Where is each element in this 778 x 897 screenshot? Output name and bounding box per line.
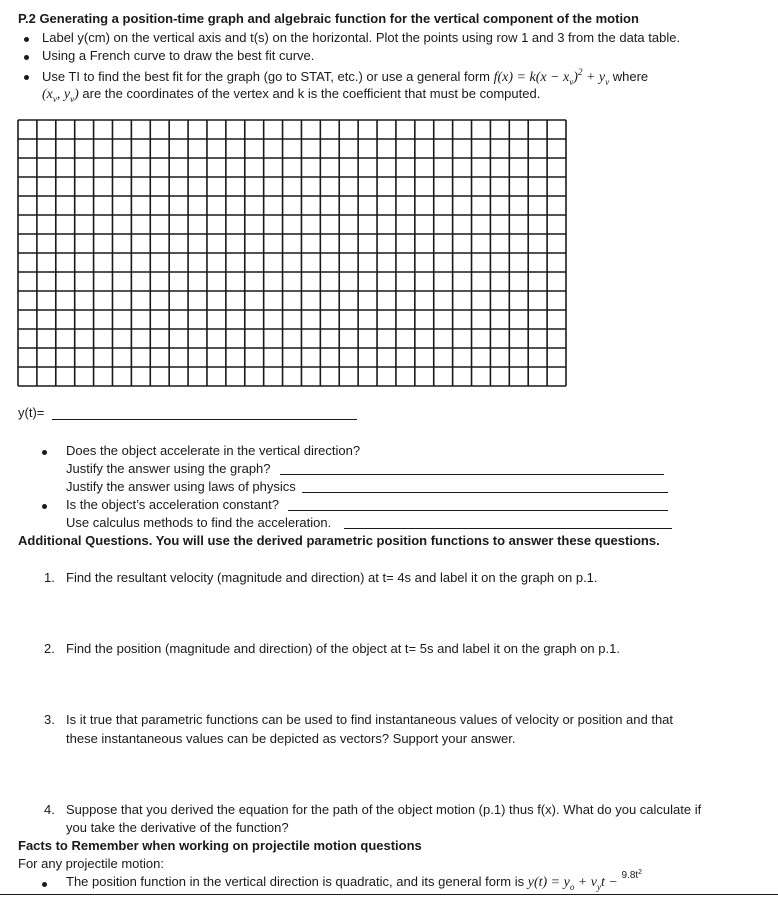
facts-intro: For any projectile motion: bbox=[18, 856, 164, 871]
question-calculus: Use calculus methods to find the acceleration. bbox=[66, 515, 332, 530]
answer-line-calculus[interactable] bbox=[344, 528, 672, 529]
additional-question-4: Suppose that you derived the equation for the path of the object motion (p.1) thus f(x). What do you calculate if bbox=[66, 802, 702, 817]
bullet-dot bbox=[42, 504, 47, 509]
graph-paper-grid[interactable] bbox=[17, 119, 567, 387]
gravity-fraction: $9.8t^2$ bbox=[621, 869, 643, 882]
yt-label: y(t)= bbox=[18, 405, 45, 420]
yt-answer-line[interactable] bbox=[52, 419, 357, 420]
additional-question-4-cont: you take the derivative of the function? bbox=[66, 820, 289, 835]
instruction-2: Using a French curve to draw the best fit curve. bbox=[42, 48, 315, 63]
bullet-dot bbox=[24, 55, 29, 60]
question-number: 3. bbox=[44, 712, 55, 727]
section-heading: P.2 Generating a position-time graph and algebraic function for the vertical component of the motion bbox=[18, 11, 639, 26]
additional-questions-heading: Additional Questions. You will use the derived parametric position functions to answer these questions. bbox=[18, 533, 660, 548]
bullet-dot bbox=[42, 882, 47, 887]
instruction-1: Label y(cm) on the vertical axis and t(s) on the horizontal. Plot the points using row 1 and 3 from the data table. bbox=[42, 30, 681, 45]
question-number: 2. bbox=[44, 641, 55, 656]
facts-heading: Facts to Remember when working on projectile motion questions bbox=[18, 838, 422, 853]
vertex-formula: ($x_v$, $y_v$) bbox=[42, 87, 79, 104]
additional-question-3: Is it true that parametric functions can be used to find instantaneous values of velocity or position and that bbox=[66, 712, 674, 727]
additional-question-2: Find the position (magnitude and direction) of the object at t= 5s and label it on the graph on p.1. bbox=[66, 641, 620, 656]
instruction-3-continued bbox=[42, 86, 540, 104]
answer-line-graph[interactable] bbox=[280, 474, 664, 475]
facts-bullet bbox=[66, 869, 643, 892]
question-justify-graph: Justify the answer using the graph? bbox=[66, 461, 271, 476]
additional-question-1: Find the resultant velocity (magnitude and direction) at t= 4s and label it on the graph on p.1. bbox=[66, 570, 598, 585]
instruction-3-text: Use TI to find the best fit for the graph (go to STAT, etc.) or use a general form bbox=[42, 69, 490, 84]
answer-line-laws[interactable] bbox=[302, 492, 668, 493]
bullet-dot bbox=[42, 450, 47, 455]
page-bottom-rule bbox=[0, 894, 778, 895]
additional-question-3-cont: these instantaneous values can be depicted as vectors? Support your answer. bbox=[66, 731, 516, 746]
question-acceleration-constant: Is the object’s acceleration constant? bbox=[66, 497, 279, 512]
bullet-dot bbox=[24, 75, 29, 80]
general-form-formula: $f(x) = k(x - x_v)^2 + y_v$ bbox=[493, 67, 610, 87]
question-number: 1. bbox=[44, 570, 55, 585]
question-justify-laws: Justify the answer using laws of physics bbox=[66, 479, 296, 494]
vertical-position-formula: $y(t) = y_o + v_yt$ − bbox=[527, 875, 618, 892]
bullet-dot bbox=[24, 37, 29, 42]
question-number: 4. bbox=[44, 802, 55, 817]
answer-line-constant[interactable] bbox=[288, 510, 668, 511]
instruction-3 bbox=[42, 67, 648, 87]
question-accelerate: Does the object accelerate in the vertical direction? bbox=[66, 443, 361, 458]
where-text: where bbox=[612, 69, 649, 84]
vertex-description: are the coordinates of the vertex and k is the coefficient that must be computed. bbox=[82, 86, 541, 101]
facts-bullet-text: The position function in the vertical direction is quadratic, and its general form is bbox=[66, 874, 525, 889]
